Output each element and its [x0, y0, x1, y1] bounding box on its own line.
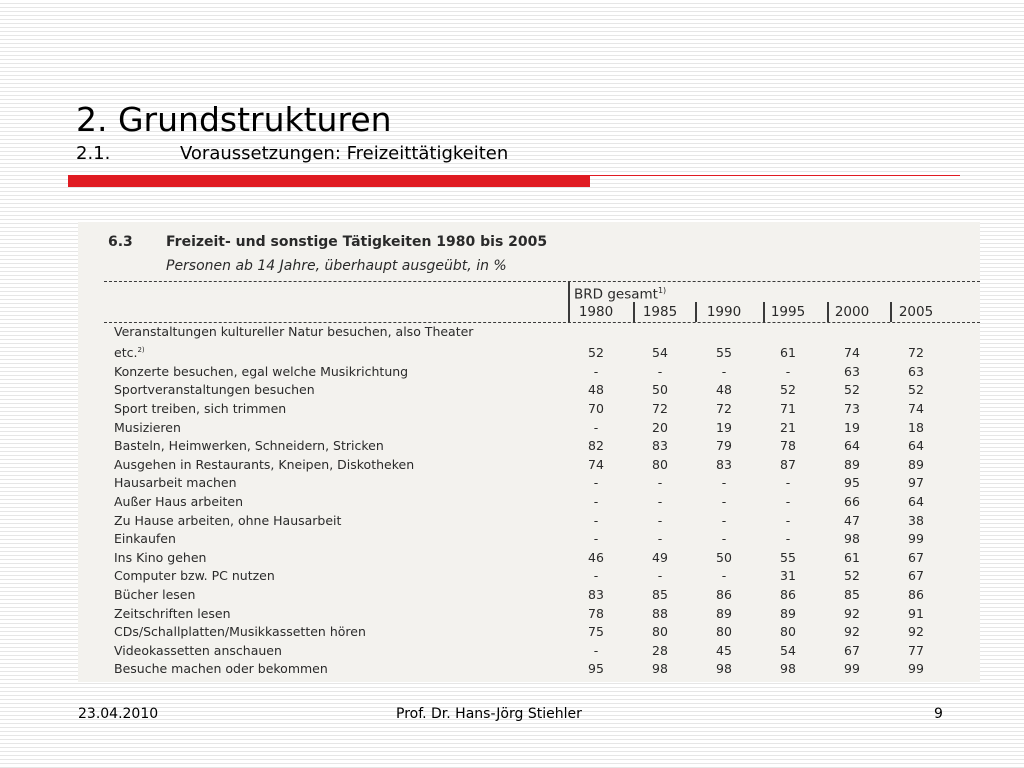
table-cell: 77: [908, 642, 924, 658]
header-dashed-rule: [104, 281, 980, 282]
row-label-text: Zu Hause arbeiten, ohne Hausarbeit: [114, 512, 342, 528]
table-cell: 67: [908, 549, 924, 565]
table-cell: 49: [652, 549, 668, 565]
group-footnote-marker: 1): [657, 286, 667, 295]
row-label: [114, 624, 366, 639]
row-label: [114, 364, 408, 379]
table-cell: 72: [908, 345, 924, 361]
table-cell: 31: [780, 568, 796, 584]
row-label-text: CDs/Schallplatten/Musikkassetten hören: [114, 624, 366, 640]
table-cell: 80: [716, 624, 732, 640]
table-row: [78, 622, 980, 641]
table-row: [78, 529, 980, 548]
table-cell: 92: [844, 605, 860, 621]
table-cell: 89: [716, 605, 732, 621]
table-cell: 64: [908, 493, 924, 509]
table-cell: 38: [908, 512, 924, 528]
subtitle-text: Voraussetzungen: Freizeittätigkeiten: [180, 143, 509, 164]
row-label-text: Außer Haus arbeiten: [114, 493, 244, 509]
year-header: 1980: [578, 304, 614, 320]
table-cell: 89: [844, 456, 860, 472]
row-label-text: Konzerte besuchen, egal welche Musikrichtung: [114, 363, 409, 379]
table-row: [78, 417, 980, 436]
row-label-text: Bücher lesen: [114, 586, 196, 602]
table-cell: 74: [908, 400, 924, 416]
table-cell: -: [785, 512, 791, 528]
table-cell: 89: [780, 605, 796, 621]
table-cell: 99: [844, 661, 860, 677]
table-cell: 78: [780, 438, 796, 454]
row-label: [114, 568, 275, 583]
table-cell: -: [593, 642, 599, 658]
year-header: 1990: [706, 304, 742, 320]
year-header: 1985: [642, 304, 678, 320]
table-cell: 95: [588, 661, 604, 677]
table-cell: 18: [908, 419, 924, 435]
table-cell: 55: [716, 345, 732, 361]
table-cell: 52: [588, 345, 604, 361]
title-accent-bar: [68, 175, 590, 187]
table-cell: 85: [844, 586, 860, 602]
table-cell: 99: [908, 661, 924, 677]
subtitle-number: 2.1.: [76, 143, 111, 164]
table-cell: 89: [908, 456, 924, 472]
table-cell: 67: [844, 642, 860, 658]
table-cell: -: [593, 475, 599, 491]
row-label-text: Ausgehen in Restaurants, Kneipen, Diskotheken: [114, 456, 415, 472]
table-cell: 63: [844, 363, 860, 379]
table-body: [78, 324, 980, 677]
row-label: [114, 457, 414, 472]
table-cell: 64: [844, 438, 860, 454]
table-cell: 75: [588, 624, 604, 640]
table-cell: 80: [780, 624, 796, 640]
table-cell: 91: [908, 605, 924, 621]
table-cell: 83: [588, 586, 604, 602]
table-cell: 61: [780, 345, 796, 361]
table-cell: 80: [652, 624, 668, 640]
column-group-label: [574, 286, 666, 303]
table-cell: 52: [908, 382, 924, 398]
row-label-text: Einkaufen: [114, 531, 176, 547]
table-cell: -: [785, 493, 791, 509]
year-header: 2000: [834, 304, 870, 320]
table-cell: 78: [588, 605, 604, 621]
table-cell: 98: [652, 661, 668, 677]
table-row: [78, 380, 980, 399]
table-cell: 19: [716, 419, 732, 435]
table-cell: 92: [908, 624, 924, 640]
row-label: [114, 382, 315, 397]
table-subtitle: Personen ab 14 Jahre, überhaupt ausgeübt, in %: [166, 258, 507, 274]
table-cell: 21: [780, 419, 796, 435]
title-accent-line: [590, 175, 960, 176]
row-label: [114, 438, 384, 453]
table-cell: 98: [716, 661, 732, 677]
table-cell: 52: [780, 382, 796, 398]
row-label: [114, 531, 176, 546]
row-label: [114, 513, 341, 528]
table-cell: 19: [844, 419, 860, 435]
table-row: [78, 510, 980, 529]
row-label-line: Veranstaltungen kultureller Natur besuchen, also Theater: [114, 324, 474, 339]
slide-number: 9: [934, 706, 943, 722]
row-label-text: Ins Kino gehen: [114, 549, 207, 565]
table-cell: 66: [844, 493, 860, 509]
row-label-text: Videokassetten anschauen: [114, 642, 282, 658]
table-row: [78, 547, 980, 566]
table-cell: -: [657, 475, 663, 491]
table-cell: 64: [908, 438, 924, 454]
table-cell: 87: [780, 456, 796, 472]
table-cell: -: [785, 363, 791, 379]
table-row: [78, 324, 980, 361]
table-cell: -: [721, 531, 727, 547]
table-cell: -: [657, 363, 663, 379]
table-cell: 46: [588, 549, 604, 565]
row-label-text: Besuche machen oder bekommen: [114, 661, 328, 677]
table-cell: 73: [844, 400, 860, 416]
columns-dashed-rule: [104, 322, 980, 323]
table-cell: -: [657, 512, 663, 528]
table-cell: 74: [844, 345, 860, 361]
table-cell: 48: [716, 382, 732, 398]
slide-title: 2. Grundstrukturen: [76, 100, 392, 139]
table-cell: 88: [652, 605, 668, 621]
table-row: [78, 659, 980, 678]
table-number: 6.3: [108, 234, 133, 250]
row-label: [114, 345, 145, 360]
table-title: Freizeit- und sonstige Tätigkeiten 1980 bis 2005: [166, 234, 548, 250]
table-row: [78, 491, 980, 510]
table-cell: 79: [716, 438, 732, 454]
row-label: [114, 494, 243, 509]
table-cell: -: [593, 512, 599, 528]
table-cell: 52: [844, 568, 860, 584]
table-cell: 45: [716, 642, 732, 658]
table-cell: 72: [652, 400, 668, 416]
table-cell: -: [593, 419, 599, 435]
table-cell: -: [721, 363, 727, 379]
row-label-text: etc.: [114, 345, 138, 361]
table-row: [78, 436, 980, 455]
table-row: [78, 584, 980, 603]
year-header: 2005: [898, 304, 934, 320]
table-cell: 48: [588, 382, 604, 398]
row-label: [114, 475, 237, 490]
row-label-text: Hausarbeit machen: [114, 475, 237, 491]
table-cell: 82: [588, 438, 604, 454]
table-cell: 61: [844, 549, 860, 565]
table-cell: 70: [588, 400, 604, 416]
table-cell: 95: [844, 475, 860, 491]
table-row: [78, 473, 980, 492]
table-row: [78, 566, 980, 585]
table-cell: 20: [652, 419, 668, 435]
row-label-text: Sport treiben, sich trimmen: [114, 400, 287, 416]
table-cell: 86: [908, 586, 924, 602]
table-cell: 50: [716, 549, 732, 565]
table-cell: -: [721, 568, 727, 584]
table-cell: 98: [780, 661, 796, 677]
table-row: [78, 640, 980, 659]
table-cell: 67: [908, 568, 924, 584]
table-cell: 83: [652, 438, 668, 454]
row-footnote-marker: 2): [137, 346, 145, 355]
table-row: [78, 603, 980, 622]
table-cell: 80: [652, 456, 668, 472]
table-cell: -: [785, 531, 791, 547]
table-cell: -: [657, 531, 663, 547]
row-label: [114, 587, 195, 602]
table-row: [78, 398, 980, 417]
table-cell: 54: [780, 642, 796, 658]
scanned-table-image: [78, 222, 980, 682]
table-cell: -: [721, 493, 727, 509]
table-cell: 86: [716, 586, 732, 602]
table-row: [78, 454, 980, 473]
table-cell: -: [721, 512, 727, 528]
table-cell: 47: [844, 512, 860, 528]
table-cell: -: [593, 568, 599, 584]
table-cell: -: [593, 531, 599, 547]
table-cell: 86: [780, 586, 796, 602]
table-row: [78, 361, 980, 380]
table-cell: 92: [844, 624, 860, 640]
table-cell: 54: [652, 345, 668, 361]
table-cell: 98: [844, 531, 860, 547]
column-divider: [695, 302, 697, 322]
table-cell: 85: [652, 586, 668, 602]
row-label: [114, 661, 328, 676]
row-label-text: Computer bzw. PC nutzen: [114, 568, 275, 584]
footer-author: Prof. Dr. Hans-Jörg Stiehler: [396, 706, 582, 722]
table-cell: -: [593, 493, 599, 509]
row-label: [114, 643, 282, 658]
table-cell: 72: [716, 400, 732, 416]
row-label: [114, 420, 181, 435]
table-cell: 99: [908, 531, 924, 547]
year-header: 1995: [770, 304, 806, 320]
table-cell: -: [785, 475, 791, 491]
table-cell: 63: [908, 363, 924, 379]
table-cell: -: [593, 363, 599, 379]
table-cell: -: [657, 493, 663, 509]
table-cell: 52: [844, 382, 860, 398]
table-cell: 83: [716, 456, 732, 472]
row-label-text: Sportveranstaltungen besuchen: [114, 382, 315, 398]
row-label: [114, 550, 206, 565]
table-cell: 71: [780, 400, 796, 416]
footer-date: 23.04.2010: [78, 706, 159, 722]
row-label: [114, 606, 231, 621]
row-label-text: Musizieren: [114, 419, 181, 435]
group-label-text: BRD gesamt: [574, 286, 658, 303]
table-cell: 97: [908, 475, 924, 491]
slide-subtitle: [76, 142, 508, 166]
table-cell: 28: [652, 642, 668, 658]
row-label: [114, 401, 286, 416]
table-cell: 74: [588, 456, 604, 472]
row-label-text: Zeitschriften lesen: [114, 605, 231, 621]
table-cell: 50: [652, 382, 668, 398]
table-cell: -: [657, 568, 663, 584]
row-label-text: Basteln, Heimwerken, Schneidern, Stricken: [114, 438, 384, 454]
table-cell: -: [721, 475, 727, 491]
table-cell: 55: [780, 549, 796, 565]
